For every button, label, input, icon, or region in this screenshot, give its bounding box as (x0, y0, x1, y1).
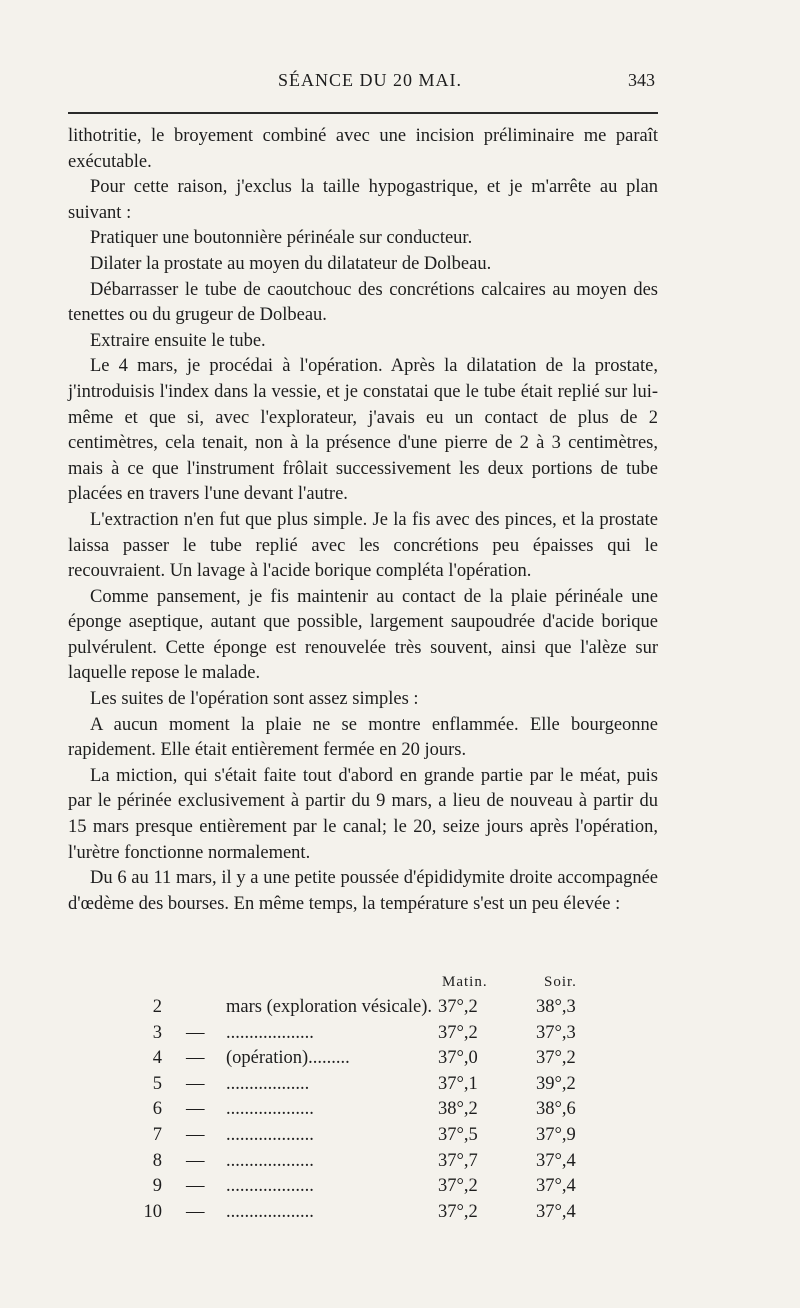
evening-temperature: 38°,3 (536, 997, 576, 1017)
table-row (68, 1072, 658, 1098)
paragraph: A aucun moment la plaie ne se montre enflammée. Elle bourgeonne rapidement. Elle était entièrement fermée en 20 jours. (68, 714, 658, 761)
ditto-dash: — (186, 1099, 205, 1120)
day-number: 4 (152, 1048, 162, 1069)
ditto-dash: — (186, 1073, 205, 1094)
morning-temperature: 37°,2 (438, 1176, 478, 1197)
temperature-table (68, 970, 658, 1225)
evening-temperature: 37°,2 (536, 1048, 576, 1069)
row-description: ................... (226, 1201, 314, 1222)
running-header (85, 70, 655, 100)
ditto-dash: — (186, 1124, 205, 1145)
page-number: 343 (628, 70, 655, 90)
day-number: 3 (152, 1022, 162, 1043)
day-number: 6 (152, 1099, 162, 1120)
paragraph: Dilater la prostate au moyen du dilatateur de Dolbeau. (90, 253, 492, 274)
evening-temperature: 37°,4 (536, 1176, 576, 1197)
ditto-dash: — (186, 1176, 205, 1197)
ditto-dash: — (186, 1022, 205, 1043)
day-number: 9 (152, 1176, 162, 1197)
table-row (68, 1021, 658, 1047)
morning-temperature: 37°,2 (438, 1201, 478, 1222)
morning-temperature: 37°,1 (438, 1073, 478, 1094)
header-rule (68, 112, 658, 114)
body-text (68, 124, 658, 917)
table-row (68, 1097, 658, 1123)
table-rows (68, 995, 658, 1225)
day-number: 5 (152, 1073, 162, 1094)
column-header-soir: Soir. (544, 974, 577, 990)
paragraph: Extraire ensuite le tube. (90, 330, 266, 351)
day-number: 8 (152, 1150, 162, 1171)
morning-temperature: 37°,7 (438, 1150, 478, 1171)
morning-temperature: 37°,0 (438, 1048, 478, 1069)
row-description: ................... (226, 1124, 314, 1145)
evening-temperature: 39°,2 (536, 1073, 576, 1094)
paragraph: Comme pansement, je fis maintenir au contact de la plaie périnéale une éponge aseptique, autant que possible, largement saupoudrée d'acide borique pulvérulent. Cette éponge est renouvelée très souvent, ainsi que l'alèze sur laquelle repose le malade. (68, 586, 658, 684)
paragraph: L'extraction n'en fut que plus simple. Je la fis avec des pinces, et la prostate laissa passer le tube replié avec les concrétions peu épaisses qui le recouvraient. Un lavage à l'acide borique compléta l'opération. (68, 509, 658, 582)
table-row (68, 1046, 658, 1072)
day-number: 7 (152, 1124, 162, 1145)
row-description: ................... (226, 1150, 314, 1171)
ditto-dash: — (186, 1201, 205, 1222)
evening-temperature: 38°,6 (536, 1099, 576, 1120)
paragraph: Pour cette raison, j'exclus la taille hypogastrique, et je m'arrête au plan suivant : (68, 177, 658, 223)
row-description: ................... (226, 1099, 314, 1120)
row-description: (opération)......... (226, 1048, 350, 1069)
day-number: 10 (143, 1201, 162, 1222)
paragraph: Le 4 mars, je procédai à l'opération. Après la dilatation de la prostate, j'introduisis l'index dans la vessie, et je constatai que le tube était replié sur lui-même et que si, avec l'explorateur, j'avais eu un contact de plus de 2 centimètres, cela tenait, non à la présence d'une pierre de 2 à 3 centimètres, mais à ce que l'instrument frôlait successivement les deux portions de tube placées en travers l'une devant l'autre. (68, 356, 658, 505)
morning-temperature: 38°,2 (438, 1099, 478, 1120)
paragraph: Les suites de l'opération sont assez simples : (90, 689, 419, 710)
morning-temperature: 37°,2 (438, 1022, 478, 1043)
column-header-matin: Matin. (442, 974, 488, 990)
evening-temperature: 37°,4 (536, 1201, 576, 1222)
table-row (68, 1200, 658, 1226)
morning-temperature: 37°,5 (438, 1124, 478, 1145)
evening-temperature: 37°,3 (536, 1022, 576, 1043)
morning-temperature: 37°,2 (438, 997, 478, 1017)
paragraph: Débarrasser le tube de caoutchouc des concrétions calcaires au moyen des tenettes ou du grugeur de Dolbeau. (68, 279, 658, 326)
table-row (68, 1149, 658, 1175)
row-description: ................... (226, 1176, 314, 1197)
table-row (68, 995, 658, 1021)
ditto-dash: — (186, 1048, 205, 1069)
table-header (68, 970, 658, 995)
paragraph: Du 6 au 11 mars, il y a une petite poussée d'épididymite droite accompagnée d'œdème des bourses. En même temps, la température s'est un peu élevée : (68, 868, 658, 914)
ditto-dash: — (186, 1150, 205, 1171)
day-number: 2 (152, 997, 162, 1017)
row-description: mars (exploration vésicale). (226, 997, 432, 1017)
table-row (68, 1123, 658, 1149)
evening-temperature: 37°,9 (536, 1124, 576, 1145)
table-row (68, 1174, 658, 1200)
header-title: SÉANCE DU 20 MAI. (277, 70, 462, 90)
row-description: ................... (226, 1022, 314, 1043)
paragraph: La miction, qui s'était faite tout d'abord en grande partie par le méat, puis par le périnée exclusivement à partir du 9 mars, a lieu de nouveau à partir du 15 mars presque entièrement par le canal; le 20, seize jours après l'opération, l'urètre fonctionne normalement. (68, 765, 658, 863)
evening-temperature: 37°,4 (536, 1150, 576, 1171)
paragraph: lithotritie, le broyement combiné avec une incision préliminaire me paraît exécutable. (68, 126, 658, 172)
row-description: .................. (226, 1073, 310, 1094)
paragraph: Pratiquer une boutonnière périnéale sur conducteur. (90, 228, 473, 249)
